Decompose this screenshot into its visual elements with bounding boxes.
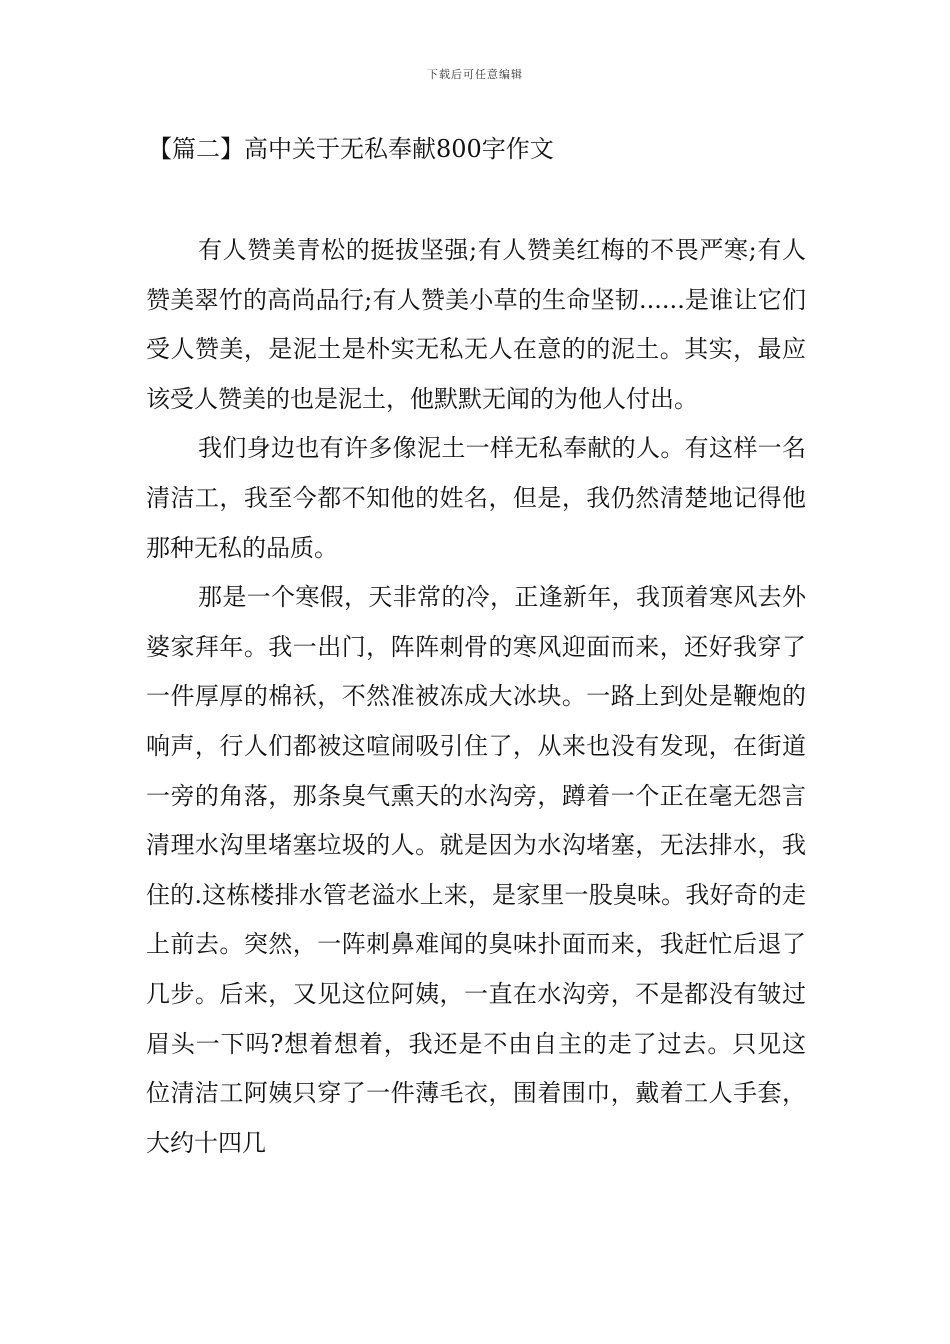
paragraph: 那是一个寒假，天非常的冷，正逢新年，我顶着寒风去外婆家拜年。我一出门，阵阵刺骨的寒风迎面而来，还好我穿了一件厚厚的棉袄，不然准被冻成大冰块。一路上到处是鞭炮的响声，行人们都被这喧闹吸引住了，从来也没有发现，在街道一旁的角落，那条臭气熏天的水沟旁，蹲着一个正在毫无怨言清理水沟里堵塞垃圾的人。就是因为水沟堵塞，无法排水，我住的.这栋楼排水管老溢水上来，是家里一股臭味。我好奇的走上前去。突然，一阵刺鼻难闻的臭味扑面而来，我赶忙后退了几步。后来，又见这位阿姨，一直在水沟旁，不是都没有皱过眉头一下吗?想着想着，我还是不由自主的走了过去。只见这位清洁工阿姨只穿了一件薄毛衣，围着围巾，戴着工人手套，大约十四几 bbox=[146, 583, 806, 1157]
document-body bbox=[146, 226, 806, 1168]
paragraph: 有人赞美青松的挺拔坚强;有人赞美红梅的不畏严寒;有人赞美翠竹的高尚品行;有人赞美小草的生命坚韧......是谁让它们受人赞美，是泥土是朴实无私无人在意的的泥土。其实，最应该受人赞美的也是泥土，他默默无闻的为他人付出。 bbox=[146, 236, 806, 413]
paragraph: 我们身边也有许多像泥土一样无私奉献的人。有这样一名清洁工，我至今都不知他的姓名，但是，我仍然清楚地记得他那种无私的品质。 bbox=[146, 434, 806, 562]
document-title: 【篇二】高中关于无私奉献800字作文 bbox=[148, 135, 554, 163]
page-header-note: 下载后可任意编辑 bbox=[427, 68, 523, 81]
